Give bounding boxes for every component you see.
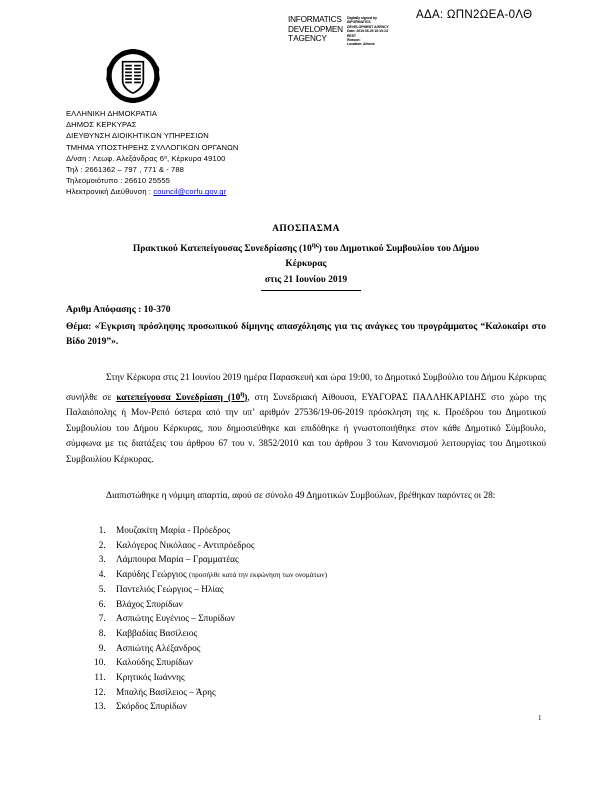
member-name: Καλόγερος Νικόλαος - Αντιπρόεδρος — [116, 540, 255, 551]
decision-block — [66, 303, 546, 351]
email-link[interactable]: council@corfu.gov.gr — [153, 187, 227, 197]
title-divider — [261, 290, 361, 291]
authority-line-republic: ΕΛΛΗΝΙΚΗ ΔΗΜΟΚΡΑΤΙΑ — [66, 109, 158, 118]
quorum-text: Διαπιστώθηκε η νόμιμη απαρτία, αφού σε σύνολο 49 Δημοτικών Συμβούλων, βρέθηκαν παρόντες οι 28: — [106, 491, 496, 501]
list-item — [108, 598, 568, 613]
ada-reference-code: ΑΔΑ: ΩΠΝ2ΩΕΑ-0ΛΘ — [416, 9, 533, 21]
member-name: Καρύδης Γεώργιος — [116, 570, 190, 581]
member-name: Βλάχος Σπυρίδων — [116, 599, 183, 610]
signature-details — [347, 15, 407, 47]
title-minutes-part-a: Πρακτικού Κατεπείγουσας Συνεδρίασης (10 — [132, 243, 312, 254]
decision-number: Αριθμ Απόφασης : 10-370 — [66, 305, 171, 315]
document-title-block — [66, 222, 546, 288]
member-name: Καλούδης Σπυρίδων — [116, 658, 193, 669]
coat-of-arms-icon — [105, 48, 161, 104]
authority-line-fax: Τηλεομοιότυπο : 26610 25555 — [66, 176, 170, 186]
member-name: Μπαλής Βασίλειος – Άρης — [116, 687, 216, 698]
convocation-text-part-2: , στη Συνεδριακή Αίθουσα, ΕΥΑΓΟΡΑΣ ΠΑΛΛΗΚΑΡΙΔΗΣ στο χώρο της Παλαιόπολης ή Μον-Ρεπό ύστερα από την υπ’ αριθμόν 27536/19-06-2019 πρόσκληση της κ. Προέδρου του Δημοτικού Συμβουλίου του Δήμου Κέρκυρας, που δημοσιεύθηκε και επιδόθηκε ή γνωστοποιήθηκε στον κάθε Δημοτικό Σύμβουλο, σύμφωνα με τις διατάξεις του άρθρου 67 του ν. 3852/2010 και του άρθρου 3 του Κανονισμού λειτουργίας του Δημοτικού Συμβουλίου Κέρκυρας. — [66, 392, 546, 466]
signature-agency-line-3: T AGENCY — [288, 34, 327, 44]
authority-line-phone: Τηλ : 2661362 – 797 , 771 & - 788 — [66, 165, 184, 175]
member-name: Μουζακίτη Μαρία - Πρόεδρος — [116, 526, 231, 536]
member-name: Σκόρδος Σπυρίδων — [116, 702, 187, 713]
list-item — [108, 686, 568, 701]
member-name: Παντελιός Γεώργιος – Ηλίας — [116, 584, 224, 595]
issuing-authority-block — [66, 108, 238, 198]
urgent-session-text-a: κατεπείγουσα Συνεδρίαση (10 — [116, 392, 241, 403]
list-item — [108, 671, 568, 686]
attending-members-list — [78, 524, 568, 715]
list-item — [108, 524, 568, 539]
signature-detail-line: Location: Athens — [347, 42, 375, 47]
title-line-minutes — [66, 238, 546, 258]
member-name: Λάμπουρα Μαρία – Γραμματέας — [116, 555, 239, 566]
signature-agency-line-1: INFORMATICS — [288, 15, 342, 24]
member-note: (προσήλθε κατά την εκφώνηση των ονομάτων) — [189, 570, 328, 580]
list-item — [108, 612, 568, 627]
subject-label: Θέμα: — [66, 321, 95, 332]
convocation-text-part-1: Στην Κέρκυρα στις 21 Ιουνίου 2019 ημέρα Παρασκευή και ώρα 19:00, το Δημοτικό Συμβούλιο του Δήμου Κέρκυρας συνήλθε σε — [66, 373, 546, 403]
signature-detail-line: INFORMATICS — [347, 20, 371, 25]
signature-detail-line: EEST — [347, 33, 356, 38]
authority-line-municipality: ΔΗΜΟΣ ΚΕΡΚΥΡΑΣ — [66, 120, 137, 130]
list-item — [108, 568, 568, 583]
authority-line-email — [66, 186, 238, 197]
list-item — [108, 583, 568, 598]
list-item — [108, 700, 568, 715]
signature-agency-name — [288, 15, 344, 44]
member-name: Ασπιώτης Αλέξανδρος — [116, 643, 201, 654]
member-name: Καββαδίας Βασίλειος — [116, 628, 198, 639]
title-line-date: στις 21 Ιουνίου 2019 — [264, 274, 348, 285]
list-item — [108, 627, 568, 642]
list-item — [108, 642, 568, 657]
urgent-session-text-b: ) — [244, 392, 248, 403]
urgent-session-emphasis — [116, 389, 248, 403]
signature-detail-line: Digitally signed by — [347, 16, 377, 20]
quorum-paragraph — [66, 489, 546, 505]
signature-agency-line-2: DEVELOPMEN — [288, 24, 343, 34]
page-title: ΑΠΟΣΠΑΣΜΑ — [272, 224, 340, 234]
list-item — [108, 539, 568, 554]
authority-line-directorate: ΔΙΕΥΘΥΝΣΗ ΔΙΟΙΚΗΤΙΚΩΝ ΥΠΗΡΕΣΙΩΝ — [66, 131, 209, 141]
list-item — [108, 553, 568, 568]
signature-detail-line: DEVELOPMENT AGENCY — [347, 24, 389, 29]
signature-detail-line: Date: 2019.06.25 10:10:13 — [347, 29, 388, 34]
title-minutes-part-b: ) του Δημοτικού Συμβουλίου του Δήμου — [318, 243, 480, 254]
signature-detail-line: Reason: — [347, 38, 361, 43]
subject-text: «Έγκριση πρόσληψης προσωπικού δίμηνης απασχόλησης για τις ανάγκες του προγράμματος “Καλοκαίρι στο Βίδο 2019”». — [66, 321, 546, 347]
title-session-ordinal: ης — [311, 240, 319, 249]
email-label: Ηλεκτρονική Διεύθυνση : — [66, 187, 154, 197]
page-number: 1 — [538, 714, 542, 722]
decision-subject — [66, 320, 546, 351]
authority-line-department: ΤΜΗΜΑ ΥΠΟΣΤΗΡΕΗΣ ΣΥΛΛΟΓΙΚΩΝ ΟΡΓΑΝΩΝ — [66, 142, 239, 152]
member-name: Ασπιώτης Ευγένιος – Σπυρίδων — [116, 614, 235, 625]
title-line-municipality: Κέρκυρας — [285, 259, 327, 270]
list-item — [108, 656, 568, 671]
authority-line-address: Δ/νση : Λεωφ. Αλεξάνδρας 6ᵒ, Κέρκυρα 49100 — [66, 153, 226, 163]
digital-signature-stamp — [288, 15, 408, 47]
member-name: Κρητικός Ιωάννης — [116, 673, 185, 684]
urgent-session-ordinal: η — [240, 389, 245, 398]
session-convocation-paragraph — [66, 371, 546, 469]
